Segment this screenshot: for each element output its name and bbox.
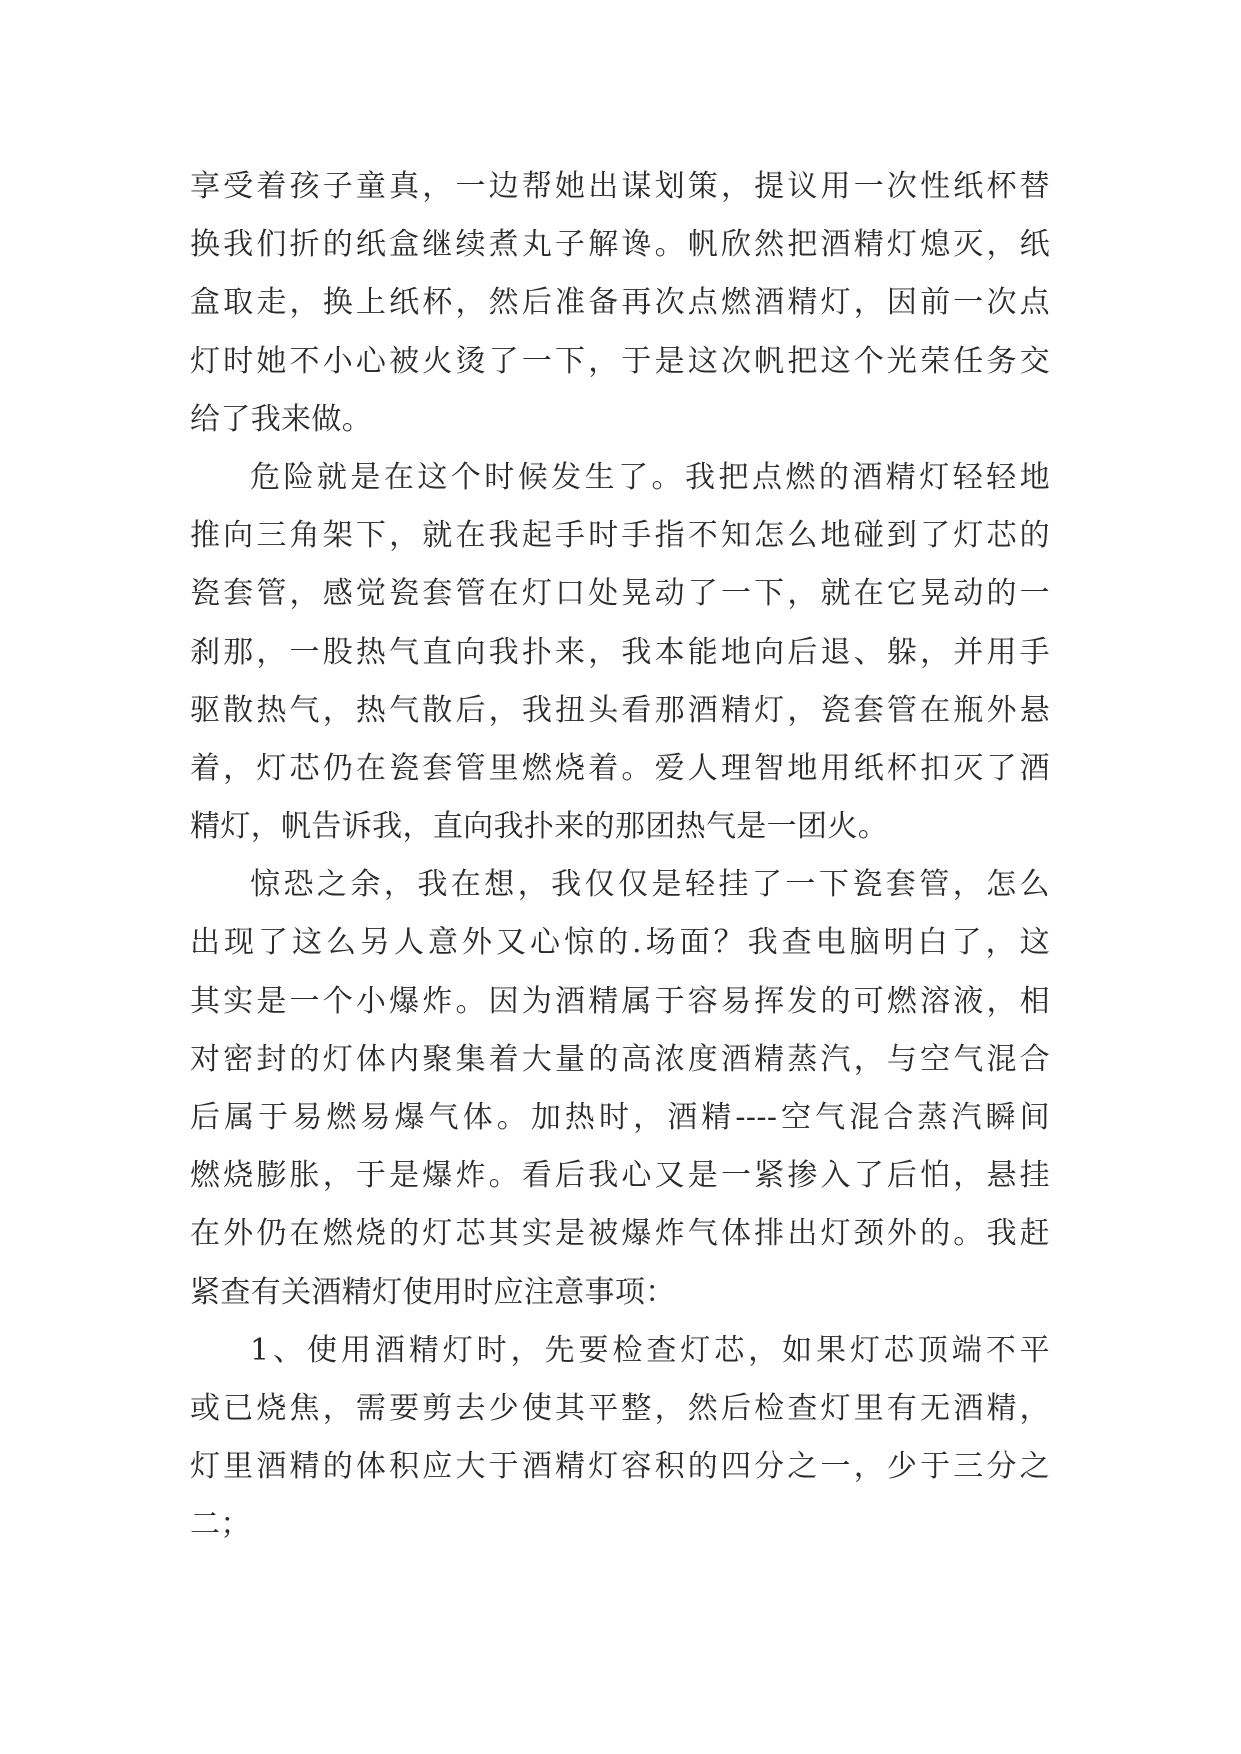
text-line: 后属于易燃易爆气体。加热时，酒精----空气混合蒸汽瞬间 xyxy=(190,1100,1050,1135)
text-line: 二； xyxy=(190,1507,251,1543)
text-line: 着，灯芯仍在瓷套管里燃烧着。爱人理智地用纸杯扣灭了酒 xyxy=(190,750,1050,786)
text-line: 享受着孩子童真，一边帮她出谋划策，提议用一次性纸杯替 xyxy=(190,169,1050,204)
text-line: 给了我来做。 xyxy=(190,401,373,437)
text-line: 换我们折的纸盒继续煮丸子解谗。帆欣然把酒精灯熄灭，纸 xyxy=(190,227,1050,263)
text-line: 盒取走，换上纸杯，然后准备再次点燃酒精灯，因前一次点 xyxy=(190,285,1050,321)
text-line: 其实是一个小爆炸。因为酒精属于容易挥发的可燃溶液，相 xyxy=(190,983,1050,1019)
paragraph-2 xyxy=(190,449,1050,856)
text-line: 刹那，一股热气直向我扑来，我本能地向后退、躲，并用手 xyxy=(190,634,1050,670)
text-line: 灯时她不小心被火烫了一下，于是这次帆把这个光荣任务交 xyxy=(190,343,1050,379)
paragraph-4 xyxy=(190,1322,1050,1555)
text-line: 危险就是在这个时候发生了。我把点燃的酒精灯轻轻地 xyxy=(250,459,1050,495)
text-line: 驱散热气，热气散后，我扭头看那酒精灯，瓷套管在瓶外悬 xyxy=(190,692,1050,728)
text-line: 或已烧焦，需要剪去少使其平整，然后检查灯里有无酒精， xyxy=(190,1390,1050,1426)
text-line: 精灯，帆告诉我，直向我扑来的那团热气是一团火。 xyxy=(190,809,889,845)
text-line: 出现了这么另人意外又心惊的.场面？我查电脑明白了，这 xyxy=(190,925,1050,961)
text-line: 推向三角架下，就在我起手时手指不知怎么地碰到了灯芯的 xyxy=(190,518,1050,554)
text-line: 紧查有关酒精灯使用时应注意事项： xyxy=(190,1274,676,1310)
text-line: 对密封的灯体内聚集着大量的高浓度酒精蒸汽，与空气混合 xyxy=(190,1041,1050,1077)
text-line: 瓷套管，感觉瓷套管在灯口处晃动了一下，就在它晃动的一 xyxy=(190,576,1050,612)
paragraph-3 xyxy=(190,856,1050,1322)
text-line: 在外仍在燃烧的灯芯其实是被爆炸气体排出灯颈外的。我赶 xyxy=(190,1216,1050,1252)
text-line: 惊恐之余，我在想，我仅仅是轻挂了一下瓷套管，怎么 xyxy=(250,867,1050,903)
text-line: 灯里酒精的体积应大于酒精灯容积的四分之一，少于三分之 xyxy=(190,1449,1050,1485)
text-line: 1、使用酒精灯时，先要检查灯芯，如果灯芯顶端不平 xyxy=(250,1332,1050,1368)
document-body xyxy=(190,158,1050,1555)
paragraph-1 xyxy=(190,158,1050,449)
text-line: 燃烧膨胀，于是爆炸。看后我心又是一紧掺入了后怕，悬挂 xyxy=(190,1158,1050,1194)
